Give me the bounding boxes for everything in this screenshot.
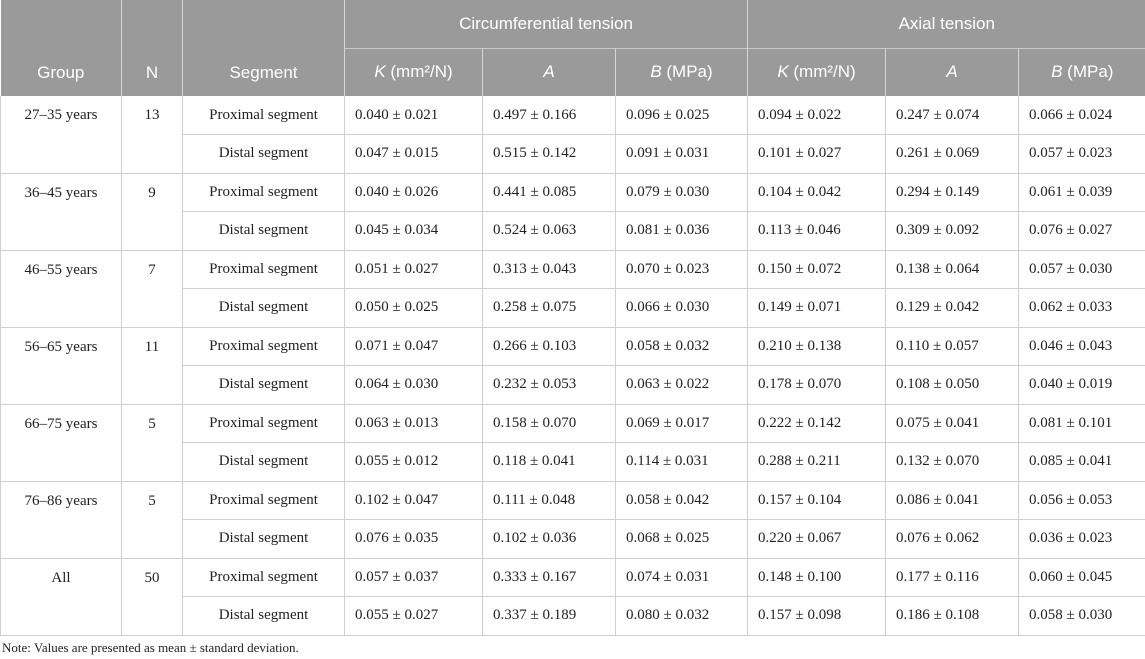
axial-a-value: 0.108 ± 0.050 — [886, 366, 1019, 405]
segment-label: Distal segment — [183, 520, 345, 559]
table-body — [1, 96, 1145, 635]
axial-a-value: 0.309 ± 0.092 — [886, 212, 1019, 251]
segment-label: Proximal segment — [183, 173, 345, 212]
group-label: 27–35 years — [1, 96, 122, 173]
segment-label: Proximal segment — [183, 96, 345, 135]
circ-a-value: 0.158 ± 0.070 — [483, 404, 616, 443]
axial-k-value: 0.210 ± 0.138 — [748, 327, 886, 366]
circ-b-value: 0.081 ± 0.036 — [616, 212, 748, 251]
group-label: 76–86 years — [1, 481, 122, 558]
axial-b-value: 0.036 ± 0.023 — [1019, 520, 1145, 559]
axial-b-value: 0.057 ± 0.030 — [1019, 250, 1145, 289]
axial-b-value: 0.057 ± 0.023 — [1019, 135, 1145, 174]
table-row — [1, 96, 1145, 135]
axial-b-value: 0.058 ± 0.030 — [1019, 597, 1145, 636]
group-n: 7 — [122, 250, 183, 327]
header-axial-b-symbol: B — [1051, 62, 1063, 82]
segment-label: Proximal segment — [183, 404, 345, 443]
axial-a-value: 0.177 ± 0.116 — [886, 558, 1019, 597]
axial-b-value: 0.062 ± 0.033 — [1019, 289, 1145, 328]
circ-a-value: 0.111 ± 0.048 — [483, 481, 616, 520]
group-label: All — [1, 558, 122, 635]
circ-b-value: 0.096 ± 0.025 — [616, 96, 748, 135]
table-row — [1, 327, 1145, 366]
header-axial-k-symbol: K — [777, 62, 789, 82]
circ-b-value: 0.074 ± 0.031 — [616, 558, 748, 597]
circ-a-value: 0.266 ± 0.103 — [483, 327, 616, 366]
axial-a-value: 0.086 ± 0.041 — [886, 481, 1019, 520]
header-circ-k-symbol: K — [374, 62, 386, 82]
circ-k-value: 0.040 ± 0.026 — [345, 173, 483, 212]
axial-a-value: 0.247 ± 0.074 — [886, 96, 1019, 135]
circ-k-value: 0.064 ± 0.030 — [345, 366, 483, 405]
circ-a-value: 0.337 ± 0.189 — [483, 597, 616, 636]
axial-b-value: 0.076 ± 0.027 — [1019, 212, 1145, 251]
axial-b-value: 0.066 ± 0.024 — [1019, 96, 1145, 135]
table-header — [1, 0, 1145, 96]
axial-b-value: 0.060 ± 0.045 — [1019, 558, 1145, 597]
circ-b-value: 0.058 ± 0.042 — [616, 481, 748, 520]
axial-b-value: 0.040 ± 0.019 — [1019, 366, 1145, 405]
axial-k-value: 0.222 ± 0.142 — [748, 404, 886, 443]
header-circ-b-symbol: B — [650, 62, 662, 82]
header-circ-a-symbol: A — [543, 62, 555, 82]
circ-a-value: 0.441 ± 0.085 — [483, 173, 616, 212]
circ-b-value: 0.066 ± 0.030 — [616, 289, 748, 328]
axial-k-value: 0.101 ± 0.027 — [748, 135, 886, 174]
axial-k-value: 0.104 ± 0.042 — [748, 173, 886, 212]
group-n: 11 — [122, 327, 183, 404]
circ-k-value: 0.055 ± 0.012 — [345, 443, 483, 482]
table-row — [1, 558, 1145, 597]
group-label: 56–65 years — [1, 327, 122, 404]
circ-b-value: 0.091 ± 0.031 — [616, 135, 748, 174]
circ-k-value: 0.051 ± 0.027 — [345, 250, 483, 289]
axial-a-value: 0.110 ± 0.057 — [886, 327, 1019, 366]
table-footnote: Note: Values are presented as mean ± standard deviation. — [2, 640, 299, 655]
circ-b-value: 0.068 ± 0.025 — [616, 520, 748, 559]
table-row — [1, 250, 1145, 289]
axial-k-value: 0.157 ± 0.098 — [748, 597, 886, 636]
circ-b-value: 0.069 ± 0.017 — [616, 404, 748, 443]
circ-a-value: 0.313 ± 0.043 — [483, 250, 616, 289]
circ-k-value: 0.102 ± 0.047 — [345, 481, 483, 520]
axial-k-value: 0.113 ± 0.046 — [748, 212, 886, 251]
segment-label: Distal segment — [183, 597, 345, 636]
segment-label: Distal segment — [183, 366, 345, 405]
group-n: 5 — [122, 481, 183, 558]
header-axial-k — [748, 48, 886, 96]
circ-k-value: 0.063 ± 0.013 — [345, 404, 483, 443]
header-axial-b-unit: (MPa) — [1062, 62, 1114, 82]
header-segment: Segment — [183, 0, 345, 96]
axial-b-value: 0.085 ± 0.041 — [1019, 443, 1145, 482]
header-circ-b-unit: (MPa) — [661, 62, 713, 82]
axial-k-value: 0.094 ± 0.022 — [748, 96, 886, 135]
group-n: 50 — [122, 558, 183, 635]
segment-label: Distal segment — [183, 135, 345, 174]
axial-a-value: 0.294 ± 0.149 — [886, 173, 1019, 212]
circ-k-value: 0.076 ± 0.035 — [345, 520, 483, 559]
axial-a-value: 0.186 ± 0.108 — [886, 597, 1019, 636]
axial-k-value: 0.157 ± 0.104 — [748, 481, 886, 520]
group-label: 46–55 years — [1, 250, 122, 327]
circ-b-value: 0.114 ± 0.031 — [616, 443, 748, 482]
group-n: 13 — [122, 96, 183, 173]
segment-label: Proximal segment — [183, 327, 345, 366]
axial-a-value: 0.076 ± 0.062 — [886, 520, 1019, 559]
axial-k-value: 0.178 ± 0.070 — [748, 366, 886, 405]
axial-k-value: 0.288 ± 0.211 — [748, 443, 886, 482]
segment-label: Proximal segment — [183, 250, 345, 289]
header-axial-a — [886, 48, 1019, 96]
header-circumferential-tension: Circumferential tension — [345, 0, 748, 48]
circ-k-value: 0.071 ± 0.047 — [345, 327, 483, 366]
circ-a-value: 0.497 ± 0.166 — [483, 96, 616, 135]
circ-k-value: 0.050 ± 0.025 — [345, 289, 483, 328]
axial-k-value: 0.149 ± 0.071 — [748, 289, 886, 328]
circ-a-value: 0.524 ± 0.063 — [483, 212, 616, 251]
table-row — [1, 481, 1145, 520]
circ-b-value: 0.058 ± 0.032 — [616, 327, 748, 366]
circ-a-value: 0.258 ± 0.075 — [483, 289, 616, 328]
table-row — [1, 173, 1145, 212]
header-circ-k — [345, 48, 483, 96]
circ-b-value: 0.063 ± 0.022 — [616, 366, 748, 405]
segment-label: Distal segment — [183, 443, 345, 482]
header-circ-a — [483, 48, 616, 96]
circ-k-value: 0.057 ± 0.037 — [345, 558, 483, 597]
axial-k-value: 0.220 ± 0.067 — [748, 520, 886, 559]
group-label: 36–45 years — [1, 173, 122, 250]
circ-k-value: 0.055 ± 0.027 — [345, 597, 483, 636]
circ-b-value: 0.079 ± 0.030 — [616, 173, 748, 212]
segment-label: Proximal segment — [183, 481, 345, 520]
axial-a-value: 0.129 ± 0.042 — [886, 289, 1019, 328]
axial-a-value: 0.075 ± 0.041 — [886, 404, 1019, 443]
axial-b-value: 0.061 ± 0.039 — [1019, 173, 1145, 212]
group-label: 66–75 years — [1, 404, 122, 481]
segment-label: Distal segment — [183, 212, 345, 251]
circ-b-value: 0.080 ± 0.032 — [616, 597, 748, 636]
circ-b-value: 0.070 ± 0.023 — [616, 250, 748, 289]
circ-k-value: 0.040 ± 0.021 — [345, 96, 483, 135]
circ-k-value: 0.045 ± 0.034 — [345, 212, 483, 251]
axial-b-value: 0.046 ± 0.043 — [1019, 327, 1145, 366]
axial-a-value: 0.261 ± 0.069 — [886, 135, 1019, 174]
group-n: 5 — [122, 404, 183, 481]
circ-a-value: 0.102 ± 0.036 — [483, 520, 616, 559]
circ-a-value: 0.118 ± 0.041 — [483, 443, 616, 482]
circ-a-value: 0.232 ± 0.053 — [483, 366, 616, 405]
circ-a-value: 0.333 ± 0.167 — [483, 558, 616, 597]
axial-a-value: 0.138 ± 0.064 — [886, 250, 1019, 289]
axial-b-value: 0.056 ± 0.053 — [1019, 481, 1145, 520]
header-axial-tension: Axial tension — [748, 0, 1145, 48]
header-axial-b — [1019, 48, 1145, 96]
header-n: N — [122, 0, 183, 96]
axial-k-value: 0.148 ± 0.100 — [748, 558, 886, 597]
axial-k-value: 0.150 ± 0.072 — [748, 250, 886, 289]
segment-label: Proximal segment — [183, 558, 345, 597]
group-n: 9 — [122, 173, 183, 250]
circ-a-value: 0.515 ± 0.142 — [483, 135, 616, 174]
axial-a-value: 0.132 ± 0.070 — [886, 443, 1019, 482]
header-circ-b — [616, 48, 748, 96]
header-group: Group — [1, 0, 122, 96]
header-circ-k-unit: (mm²/N) — [385, 62, 453, 82]
table-row — [1, 404, 1145, 443]
segment-label: Distal segment — [183, 289, 345, 328]
header-axial-a-symbol: A — [946, 62, 958, 82]
header-axial-k-unit: (mm²/N) — [788, 62, 856, 82]
axial-b-value: 0.081 ± 0.101 — [1019, 404, 1145, 443]
circ-k-value: 0.047 ± 0.015 — [345, 135, 483, 174]
